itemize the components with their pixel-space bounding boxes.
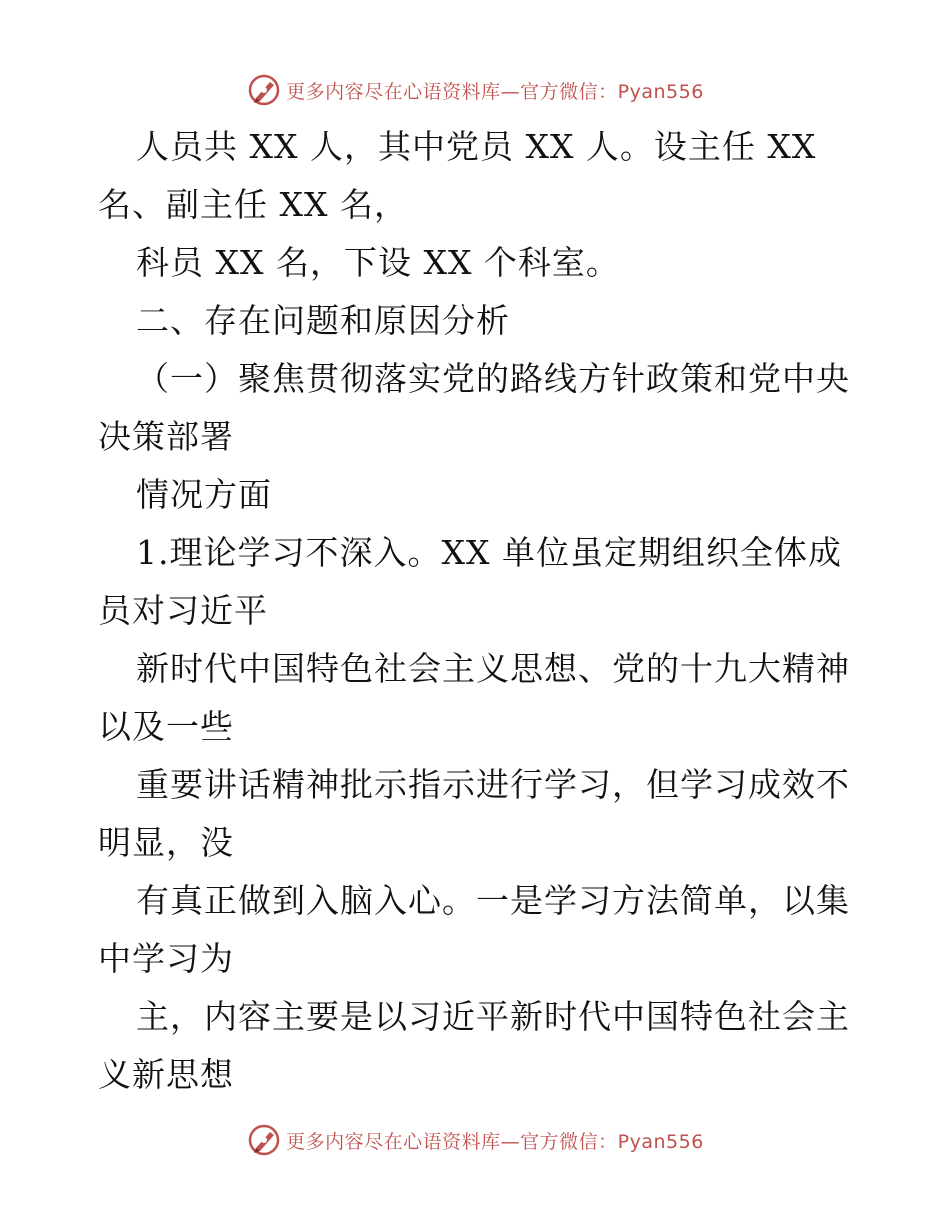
text-line: 人员共 XX 人，其中党员 XX 人。设主任 XX (136, 127, 817, 166)
text-line: 以及一些 (98, 707, 234, 746)
text-line: 决策部署 (98, 417, 234, 456)
text-line: 重要讲话精神批示指示进行学习，但学习成效不 (136, 765, 850, 804)
pen-logo-icon (246, 1122, 282, 1158)
text-line: 新时代中国特色社会主义思想、党的十九大精神 (136, 649, 850, 688)
text-line: 1.理论学习不深入。XX 单位虽定期组织全体成 (136, 533, 842, 572)
text-line: 科员 XX 名，下设 XX 个科室。 (136, 243, 620, 282)
footer-watermark (0, 1122, 950, 1158)
watermark-text: 更多内容尽在心语资料库—官方微信：Pyan556 (286, 80, 704, 103)
text-line: 义新思想 (98, 1055, 234, 1094)
text-line: 有真正做到入脑入心。一是学习方法简单，以集 (136, 881, 850, 920)
text-line: （一）聚焦贯彻落实党的路线方针政策和党中央 (136, 359, 850, 398)
text-line: 明显，没 (98, 823, 234, 862)
watermark-text: 更多内容尽在心语资料库—官方微信：Pyan556 (286, 1130, 704, 1153)
text-line: 中学习为 (98, 939, 234, 978)
document-body (98, 118, 858, 1104)
text-line: 主，内容主要是以习近平新时代中国特色社会主 (136, 997, 850, 1036)
text-line: 情况方面 (136, 475, 272, 514)
text-line: 员对习近平 (98, 591, 268, 630)
header-watermark (0, 72, 950, 108)
pen-logo-icon (246, 72, 282, 108)
text-line: 名、副主任 XX 名， (98, 185, 408, 224)
text-line: 二、存在问题和原因分析 (136, 301, 510, 340)
